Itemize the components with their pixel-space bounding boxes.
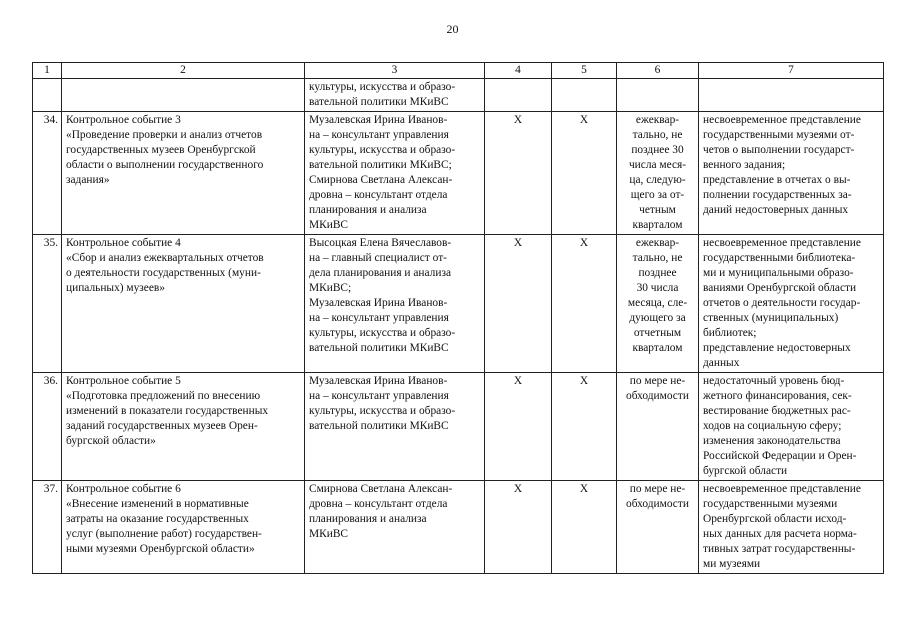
term-text: ежеквар- тально, не позднее 30 числа месяца, сле- дующего за отчетным кварталом	[627, 237, 688, 354]
col4-mark: X	[485, 373, 552, 481]
col5-mark: X	[552, 235, 617, 373]
header-cell: 7	[699, 63, 884, 79]
event-text: Контрольное событие 5 «Подготовка предложений по внесению изменений в показатели государственных заданий государственных музеев Орен- бургской области»	[66, 375, 269, 447]
row-number: 35.	[33, 235, 62, 373]
event-cell	[62, 112, 305, 235]
risks-cell	[699, 235, 884, 373]
table-row	[33, 112, 884, 235]
table-row	[33, 481, 884, 574]
term-cell	[617, 481, 699, 574]
responsible-text: Музалевская Ирина Иванов- на – консультант управления культуры, искусства и образо- вательной политики МКиВС	[309, 375, 456, 432]
header-cell: 1	[33, 63, 62, 79]
responsible-cell	[305, 112, 485, 235]
header-cell: 5	[552, 63, 617, 79]
col4-mark: X	[485, 481, 552, 574]
empty-cell	[552, 79, 617, 112]
header-cell: 2	[62, 63, 305, 79]
event-text: Контрольное событие 4 «Сбор и анализ ежеквартальных отчетов о деятельности государственных (муни- ципальных) музеев»	[66, 237, 264, 294]
event-cell	[62, 481, 305, 574]
risks-cell	[699, 112, 884, 235]
responsible-text: Смирнова Светлана Алексан- дровна – консультант отдела планирования и анализа МКиВС	[309, 483, 453, 540]
col4-mark: X	[485, 112, 552, 235]
risks-text: несвоевременное представление государственными музеями от- четов о выполнении государст- венного задания; представление в отчетах о вы- полнении государственных за- даний недостоверных данных	[703, 114, 861, 216]
page-number: 20	[446, 22, 459, 36]
term-text: по мере не- обходимости	[626, 483, 689, 510]
col5-mark: X	[552, 373, 617, 481]
col4-mark: X	[485, 235, 552, 373]
responsible-text: Музалевская Ирина Иванов- на – консультант управления культуры, искусства и образо- вательной политики МКиВС; Смирнова Светлана Алексан- дровна – консультант отдела планирования и анализа МКиВС	[309, 114, 456, 231]
risks-cell	[699, 373, 884, 481]
event-text: Контрольное событие 3 «Проведение проверки и анализ отчетов государственных музеев Оренбургской области о выполнении государственного задания»	[66, 114, 264, 186]
risks-text: недостаточный уровень бюд- жетного финансирования, сек- вестирование бюджетных рас- ходов на социальную сферу; изменения законодательства Российской Федерации и Орен- бургской области	[703, 375, 857, 477]
responsible-cell	[305, 235, 485, 373]
term-text: по мере не- обходимости	[626, 375, 689, 402]
col5-mark: X	[552, 112, 617, 235]
risks-text: несвоевременное представление государственными музеями Оренбургской области исход- ных данных для расчета норма- тивных затрат государственны- ми музеями	[703, 483, 861, 570]
table-row	[33, 235, 884, 373]
responsible-cell	[305, 373, 485, 481]
col5-mark: X	[552, 481, 617, 574]
event-cell	[62, 373, 305, 481]
continuation-row	[33, 79, 884, 112]
responsible-text: культуры, искусства и образо- вательной политики МКиВС	[309, 81, 456, 108]
column-number-row	[33, 63, 884, 79]
row-number: 34.	[33, 112, 62, 235]
header-cell: 6	[617, 63, 699, 79]
responsible-cell	[305, 79, 485, 112]
empty-cell	[33, 79, 62, 112]
empty-cell	[699, 79, 884, 112]
responsible-cell	[305, 481, 485, 574]
term-text: ежеквар- тально, не позднее 30 числа меся- ца, следую- щего за от- четным кварталом	[628, 114, 687, 231]
term-cell	[617, 373, 699, 481]
term-cell	[617, 112, 699, 235]
table-row	[33, 373, 884, 481]
event-text: Контрольное событие 6 «Внесение изменений в нормативные затраты на оказание государственных услуг (выполнение работ) государствен- ными музеями Оренбургской области»	[66, 483, 262, 555]
row-number: 37.	[33, 481, 62, 574]
responsible-text: Высоцкая Елена Вячеславов- на – главный специалист от- дела планирования и анализа МКиВС; Музалевская Ирина Иванов- на – консультант управления культуры, искусства и образо- вательной политики МКиВС	[309, 237, 456, 354]
plan-table	[32, 62, 884, 574]
risks-cell	[699, 481, 884, 574]
row-number: 36.	[33, 373, 62, 481]
risks-text: несвоевременное представление государственными библиотека- ми и муниципальными образо- ваниями Оренбургской области отчетов о деятельности государ- ственных (муниципальных) библиотек; представление недостоверных данных	[703, 237, 861, 369]
empty-cell	[485, 79, 552, 112]
empty-cell	[62, 79, 305, 112]
header-cell: 3	[305, 63, 485, 79]
term-cell	[617, 235, 699, 373]
header-cell: 4	[485, 63, 552, 79]
event-cell	[62, 235, 305, 373]
empty-cell	[617, 79, 699, 112]
